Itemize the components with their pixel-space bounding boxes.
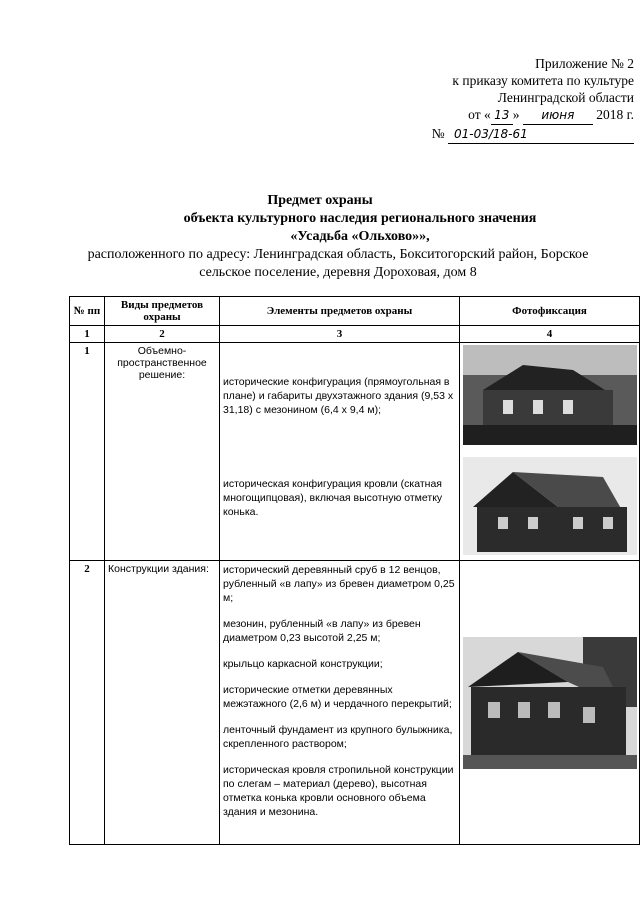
element-item: исторические отметки деревянных межэтажного (2,6 м) и чердачного перекрытий;: [223, 684, 452, 710]
roof-photo-image: [463, 457, 637, 555]
row-number: 2: [70, 561, 105, 845]
doc-subtitle: объекта культурного наследия регионального значения: [183, 211, 537, 226]
col-number: 3: [220, 326, 460, 343]
element-item: исторический деревянный сруб в 12 венцов, рубленный «в лапу» из бревен диаметром 0,25 м;: [223, 564, 455, 604]
appendix-number: Приложение № 2: [535, 56, 634, 71]
element-item: ленточный фундамент из крупного булыжника, скрепленного раствором;: [223, 724, 453, 750]
table-header-row: [70, 297, 640, 326]
date-month: июня: [523, 107, 593, 125]
col-header-type: Виды предметов охраны: [105, 297, 220, 326]
element-item: историческая кровля стропильной конструкции по слегам – материал (дерево), высотная отметка конька кровли основного объема здания и мезонина.: [223, 764, 454, 818]
col-header-photo: Фотофиксация: [460, 297, 640, 326]
row-number: 1: [70, 343, 105, 561]
col-number: 2: [105, 326, 220, 343]
region-name: Ленинградской области: [497, 90, 634, 105]
protection-elements: [220, 561, 460, 845]
protection-elements: [220, 343, 460, 561]
protection-type: Конструкции здания:: [105, 561, 220, 845]
object-name: «Усадьба «Ольхово»»,: [290, 229, 430, 244]
photo-cell: [460, 343, 640, 561]
table-row: [70, 343, 640, 561]
element-item: исторические конфигурация (прямоугольная в плане) и габариты двухэтажного здания (9,53 х 31,18) с мезонином (6,4 х 9,4 м);: [223, 376, 454, 416]
building-photo-image: [463, 345, 637, 445]
element-item: историческая конфигурация кровли (скатная многощипцовая), включая высотную отметку конька.: [223, 478, 443, 518]
column-number-row: [70, 326, 640, 343]
address-line-2: сельское поселение, деревня Дороховая, дом 8: [199, 265, 477, 280]
construction-photo: [463, 637, 637, 769]
protection-table: [69, 296, 640, 845]
building-photo: [463, 345, 637, 445]
col-header-number: № пп: [70, 297, 105, 326]
address-line-1: расположенного по адресу: Ленинградская область, Бокситогорский район, Борское: [87, 247, 589, 262]
photo-cell: [460, 561, 640, 845]
table-row: [70, 561, 640, 845]
order-reference: к приказу комитета по культуре: [452, 73, 634, 88]
protection-type: Объемно-пространственное решение:: [105, 343, 220, 561]
order-date: от « 13 » июня 2018 г.: [432, 106, 634, 125]
date-day: 13: [491, 107, 513, 125]
col-header-elements: Элементы предметов охраны: [220, 297, 460, 326]
appendix-header: [432, 55, 634, 144]
construction-photo-image: [463, 637, 637, 769]
order-number-value: 01-03/18-61: [448, 126, 634, 144]
doc-title: Предмет охраны: [267, 193, 373, 208]
roof-photo: [463, 457, 637, 555]
col-number: 4: [460, 326, 640, 343]
element-item: крыльцо каркасной конструкции;: [223, 658, 383, 670]
order-number: № 01-03/18-61: [432, 125, 634, 144]
element-item: мезонин, рубленный «в лапу» из бревен диаметром 0,23 высотой 2,25 м;: [223, 618, 421, 644]
col-number: 1: [70, 326, 105, 343]
